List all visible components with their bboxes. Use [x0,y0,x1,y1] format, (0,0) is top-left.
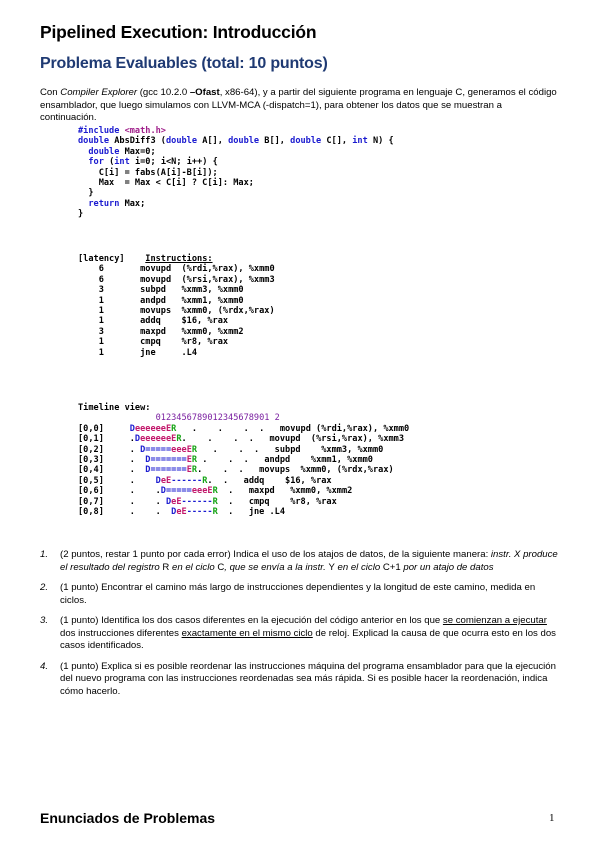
instruction-text: movupd (%rdi,%rax), %xmm0 [140,264,275,275]
timeline-instruction: movupd (%rsi,%rax), %xmm3 [269,434,405,445]
timeline-instruction: subpd %xmm3, %xmm0 [274,444,384,455]
executed-mark: E [186,465,192,476]
retire-mark: R [202,475,208,486]
instruction-text: cmpq %r8, %rax [140,337,229,348]
question-list [40,549,560,706]
executed-mark: E [171,434,177,445]
latency-value: 6 [98,274,141,285]
timeline-row: [0,2] . D=====eeeER . . . subpd %xmm3, %xmm0 [78,444,384,455]
instructions-header: Instructions: [145,254,213,264]
dispatch-mark: D [160,486,166,497]
dispatch-mark: D [171,507,177,518]
wait-mark: ===== [165,486,192,497]
retire-mark: R [212,486,218,497]
execute-mark: eee [191,486,208,497]
dispatch-mark: D [134,434,141,445]
footer-title: Enunciados de Problemas [40,810,216,826]
timeline-row: [0,7] . . DeE------R . cmpq %r8, %rax [78,496,337,507]
latency-value: 3 [98,326,141,337]
instruction-text: jne .L4 [140,347,198,358]
wait-mark: ===== [145,444,172,455]
dispatch-mark: D [145,465,151,476]
retire-wait-mark: ----- [186,507,213,518]
timeline-row: [0,6] . .D=====eeeER . maxpd %xmm0, %xmm2 [78,486,353,497]
timeline-row-id: [0,6] [78,486,104,497]
latency-row [99,306,275,316]
timeline-title: Timeline view: [78,403,151,413]
section-subtitle: Problema Evaluables (total: 10 puntos) [40,55,328,72]
dispatch-mark: D [145,455,151,466]
dispatch-mark: D [129,423,135,434]
timeline-row-id: [0,4] [78,465,104,476]
c-source-code: #include <math.h> double AbsDiff3 (double A[], double B[], double C[], int N) { double Max=0; for (int i=0; i<N; i++) { C[i] = fabs(A[i]-B[i]); Max = Max < C[i] ? C[i]: Max; } return Max; } [78,126,394,220]
dispatch-mark: D [140,444,146,455]
latency-row [99,275,275,285]
dispatch-mark: D [155,475,161,486]
latency-row [99,264,275,274]
page-title: Pipelined Execution: Introducción [40,22,317,42]
retire-mark: R [212,496,218,507]
timeline-instruction: andpd %xmm1, %xmm0 [264,455,373,466]
latency-value: 1 [98,295,141,306]
timeline-instruction: addq $16, %rax [243,475,332,486]
timeline-row-id: [0,5] [78,475,104,486]
latency-header: [latency] [78,254,125,264]
latency-table [78,254,275,358]
latency-value: 1 [98,337,141,348]
question-1: 1. (2 puntos, restar 1 punto por cada error) Indica el uso de los atajos de datos, de la siguiente manera: instr. X produce el resultado del registro R en el ciclo C, que se envía a la instr. Y en el ciclo C+1 por un atajo de datos [40,549,558,573]
execute-mark: eeeeee [134,423,166,434]
timeline-row: [0,5] . DeE------R. . addq $16, %rax [78,475,332,486]
timeline-row: [0,3] . D=======ER . . . andpd %xmm1, %xmm0 [78,455,373,466]
execute-mark: eee [171,444,187,455]
execute-mark: e [171,496,177,507]
latency-row [99,316,228,326]
execute-mark: e [160,475,166,486]
timeline-instruction: movupd (%rdi,%rax), %xmm0 [279,423,410,434]
timeline-view [78,403,409,517]
latency-value: 1 [98,347,141,358]
instruction-text: subpd %xmm3, %xmm0 [140,285,244,296]
intro-paragraph: Con Compiler Explorer (gcc 10.2.0 –Ofast, x86-64), y a partir del siguiente programa en lenguaje C, generamos el código ensamblador, que luego simulamos con LLVM-MCA (-dispatch=1), para obtener los datos que se muestran a continuación. [40,87,557,123]
execute-mark: eeeeee [140,434,172,445]
timeline-cycle-digits: 0123456789012345678901 2 [155,413,280,424]
timeline-instruction: cmpq %r8, %rax [248,496,337,507]
timeline-instruction: maxpd %xmm0, %xmm2 [248,486,353,497]
timeline-row: [0,4] . D=======ER. . . movups %xmm0, (%rdx,%rax) [78,465,394,476]
retire-wait-mark: ------ [171,475,203,486]
timeline-instruction: movups %xmm0, (%rdx,%rax) [259,465,394,476]
executed-mark: E [186,455,192,466]
latency-row [99,285,244,295]
executed-mark: E [176,496,182,507]
timeline-row: [0,8] . . DeE-----R . jne .L4 [78,507,286,518]
instruction-text: addq $16, %rax [140,316,229,327]
timeline-row-id: [0,2] [78,444,104,455]
executed-mark: E [181,507,187,518]
instruction-text: movupd (%rsi,%rax), %xmm3 [140,274,275,285]
retire-mark: R [191,465,198,476]
latency-row [99,337,228,347]
timeline-row-id: [0,7] [78,496,104,507]
latency-row [99,327,244,337]
timeline-row: [0,1] .DeeeeeeER. . . . movupd (%rsi,%rax), %xmm3 [78,434,405,445]
latency-row [99,348,197,358]
retire-mark: R [191,444,198,455]
page-number: 1 [549,812,555,824]
timeline-row: [0,0] DeeeeeeER . . . . movupd (%rdi,%rax), %xmm0 [78,423,410,434]
latency-value: 6 [98,264,141,275]
dispatch-mark: D [165,496,172,507]
executed-mark: E [207,486,213,497]
retire-mark: R [191,455,198,466]
instruction-text: andpd %xmm1, %xmm0 [140,295,244,306]
timeline-row-id: [0,3] [78,455,104,466]
executed-mark: E [166,475,172,486]
retire-mark: R [212,507,218,518]
latency-value: 1 [98,316,141,327]
latency-value: 3 [98,285,141,296]
timeline-row-id: [0,1] [78,434,104,445]
wait-mark: ======= [150,465,187,476]
executed-mark: E [186,444,192,455]
timeline-instruction: jne .L4 [248,507,286,518]
instruction-text: maxpd %xmm0, %xmm2 [140,326,244,337]
wait-mark: ======= [150,455,187,466]
execute-mark: e [176,507,182,518]
timeline-row-id: [0,8] [78,507,104,518]
retire-mark: R [176,434,182,445]
question-2: 2. (1 punto) Encontrar el camino más largo de instrucciones dependientes y la longitud de este camino, medida en ciclos. [40,582,536,606]
question-4: 4. (1 punto) Explica si es posible reordenar las instrucciones máquina del programa ensamblador para que la ejecución del nuevo programa con las instrucciones reordenadas sea más rápida. Si es posible hacer la reordenación, indica cómo hacerlo. [40,660,556,697]
timeline-row-id: [0,0] [78,423,104,434]
retire-mark: R [171,423,177,434]
instruction-text: movups %xmm0, (%rdx,%rax) [140,306,275,317]
question-3: 3. (1 punto) Identifica los dos casos diferentes en la ejecución del código anterior en los que se comienzan a ejecutar dos instrucciones diferentes exactamente en el mismo ciclo de reloj. Explicad la causa de que ocurra esto en los dos casos identificados. [40,615,556,651]
latency-value: 1 [98,306,141,317]
executed-mark: E [165,423,172,434]
latency-row [99,296,244,306]
retire-wait-mark: ------ [181,496,213,507]
